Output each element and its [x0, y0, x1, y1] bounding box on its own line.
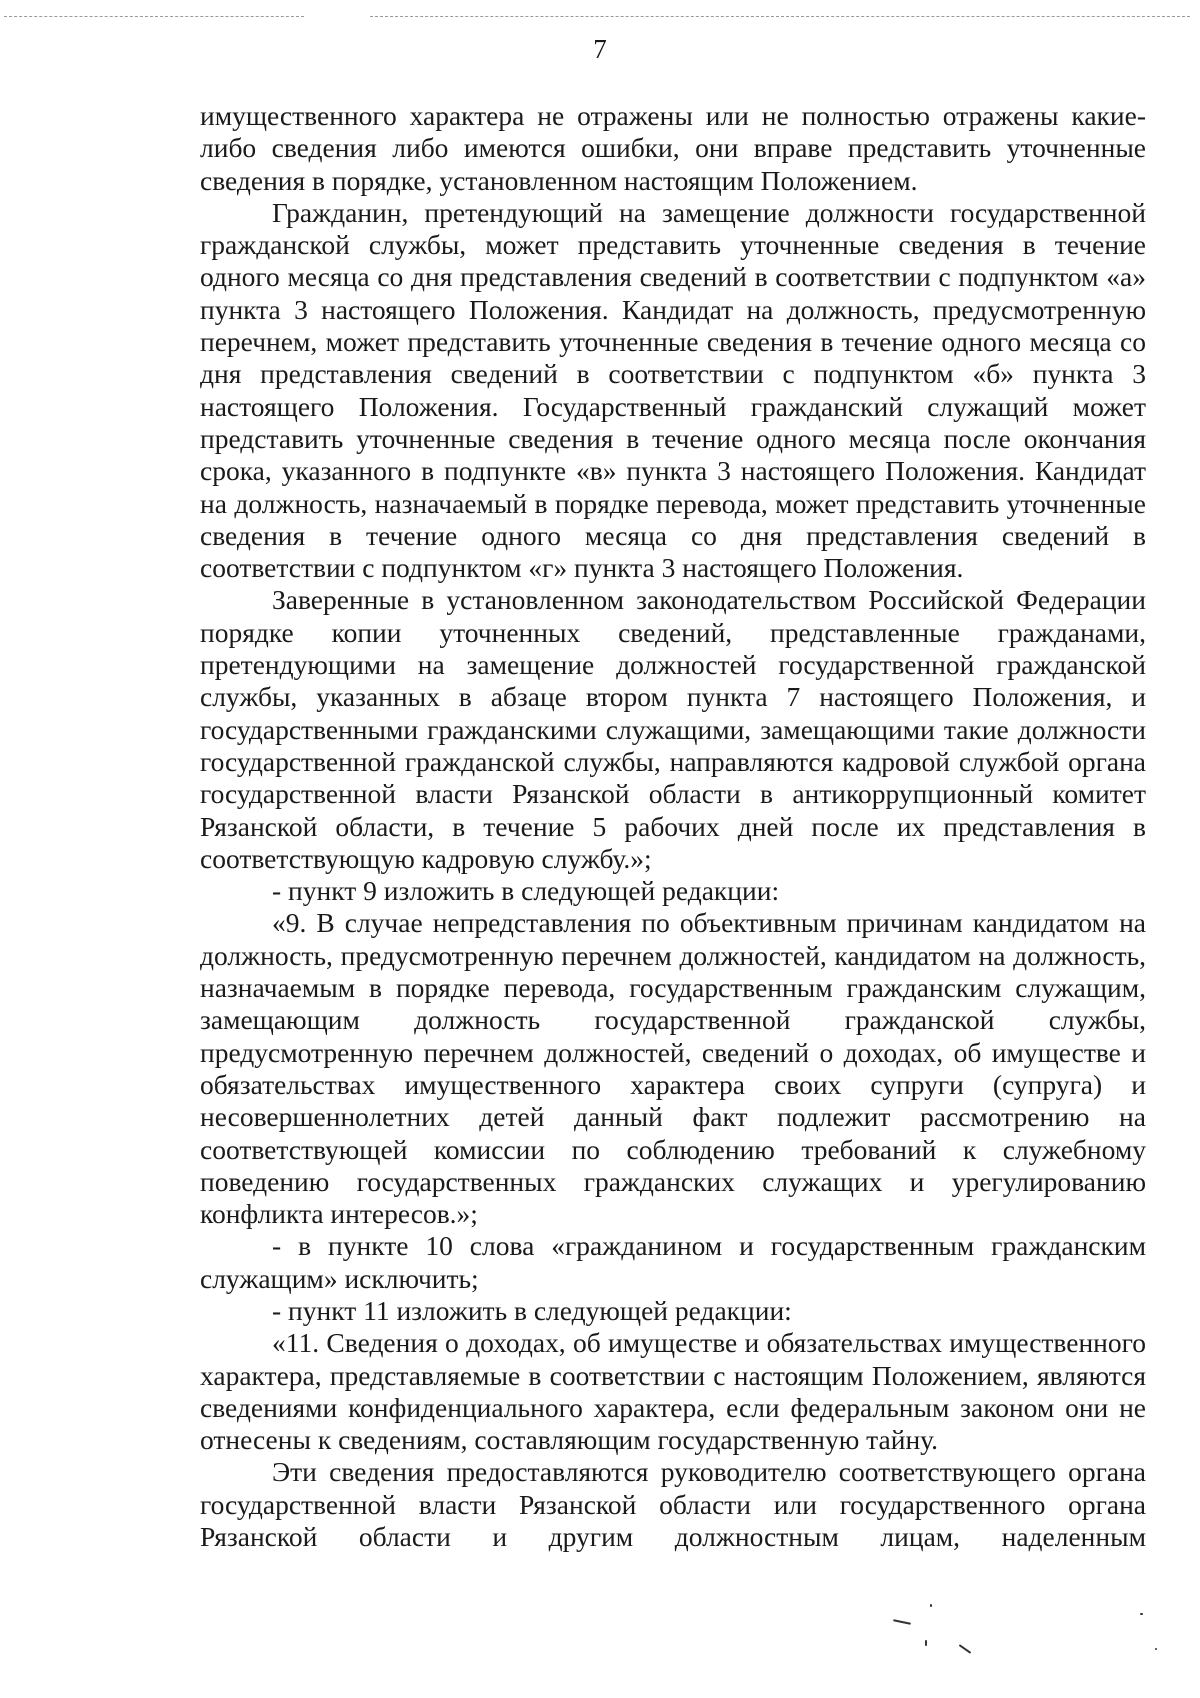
scan-mark	[893, 1619, 911, 1625]
scan-mark	[925, 1640, 927, 1646]
paragraph-2: Гражданин, претендующий на замещение должности государственной гражданской службы, может представить уточненные сведения в течение одного месяца со дня представления сведений в соответствии с подпунктом «а» пункта 3 настоящего Положения. Кандидат на должность, предусмотренную перечнем, может представить уточненные сведения в течение одного месяца со дня представления сведений в соответствии с подпунктом «б» пункта 3 настоящего Положения. Государственный гражданский служащий может представить уточненные сведения в течение одного месяца после окончания срока, указанного в подпункте «в» пункта 3 настоящего Положения. Кандидат на должность, назначаемый в порядке перевода, может представить уточненные сведения в течение одного месяца со дня представления сведений в соответствии с подпунктом «г» пункта 3 настоящего Положения.	[200, 196, 1146, 584]
paragraph-7: - пункт 11 изложить в следующей редакции:	[272, 1294, 792, 1326]
scan-edge-right	[370, 16, 1190, 17]
paragraph-9: Эти сведения предоставляются руководителю соответствующего органа государственной власти Рязанской области или государственного органа Рязанской области и другим должностным лицам, наделенным	[200, 1456, 1146, 1553]
paragraph-5: «9. В случае непредставления по объективным причинам кандидатом на должность, предусмотренную перечнем должностей, кандидатом на должность, назначаемым в порядке перевода, государственным гражданским служащим, замещающим должность государственной гражданской службы, предусмотренную перечнем должностей, сведений о доходах, об имуществе и обязательствах имущественного характера своих супруги (супруга) и несовершеннолетних детей данный факт подлежит рассмотрению на соответствующей комиссии по соблюдению требований к служебному поведению государственных гражданских служащих и урегулированию конфликта интересов.»;	[200, 907, 1146, 1230]
document-body	[200, 100, 1146, 1553]
paragraph-8: «11. Сведения о доходах, об имуществе и обязательствах имущественного характера, представляемые в соответствии с настоящим Положением, являются сведениями конфиденциального характера, если федеральным законом они не отнесены к сведениям, составляющим государственную тайну.	[200, 1327, 1146, 1456]
scan-mark	[1155, 1648, 1157, 1650]
scan-mark	[1140, 1613, 1143, 1615]
paragraph-6: - в пункте 10 слова «гражданином и государственным гражданским служащим» исключить;	[200, 1230, 1146, 1294]
paragraph-3: Заверенные в установленном законодательством Российской Федерации порядке копии уточненных сведений, представленные гражданами, претендующими на замещение должностей государственной гражданской службы, указанных в абзаце втором пункта 7 настоящего Положения, и государственными гражданскими служащими, замещающими такие должности государственной гражданской службы, направляются кадровой службой органа государственной власти Рязанской области в антикоррупционный комитет Рязанской области, в течение 5 рабочих дней после их представления в соответствующую кадровую службу.»;	[200, 584, 1146, 874]
paragraph-4: - пункт 9 изложить в следующей редакции:	[272, 875, 780, 907]
scan-mark	[930, 1604, 932, 1607]
page-number: 7	[593, 34, 607, 64]
paragraph-1: имущественного характера не отражены или не полностью отражены какие-либо сведения либо имеются ошибки, они вправе представить уточненные сведения в порядке, установленном настоящим Положением.	[200, 100, 1146, 196]
scan-mark	[959, 1644, 972, 1654]
scan-edge-left	[4, 16, 304, 17]
